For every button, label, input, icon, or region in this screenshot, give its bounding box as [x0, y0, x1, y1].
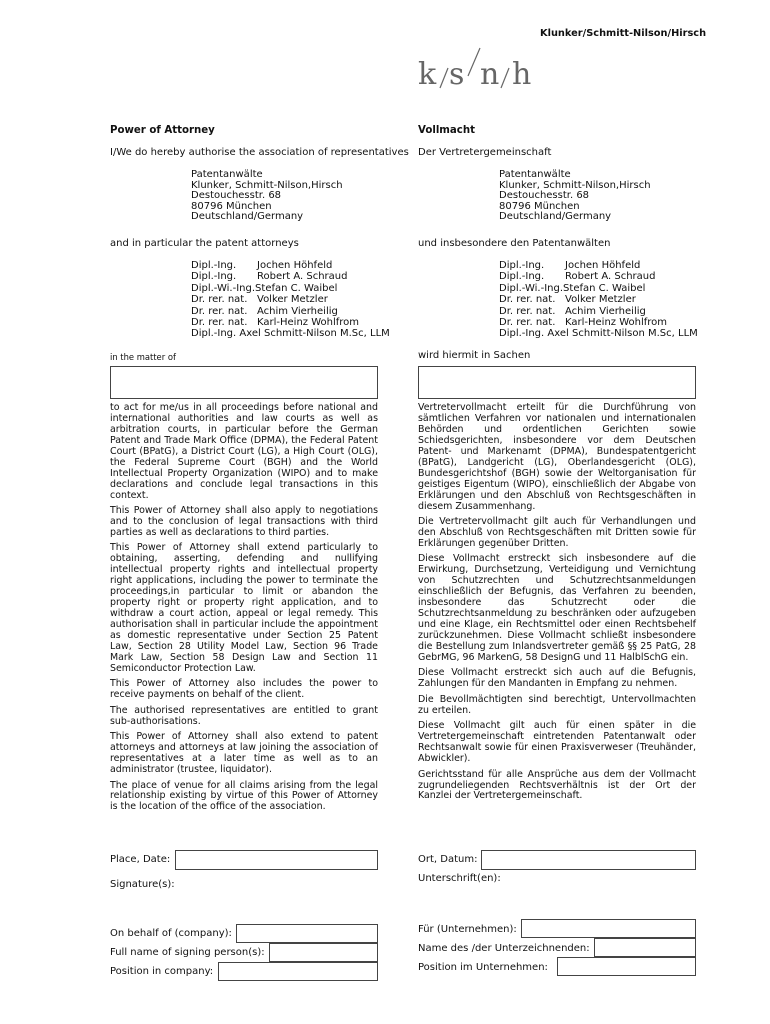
- paragraph: This Power of Attorney shall extend particularly to obtaining, asserting, defending and nullifying intellectual property rights and intellectual property right applications, including the power to terminate the proceedings,in particular to limit or abandon the property right or property right application, and to withdraw a court action, appeal or legal remedy. This authorisation shall in particular include the appointment as domestic representative under Section 25 Patent Law, Section 28 Utility Model Law, Section 96 Trade Mark Law, Section 58 Design Law and Section 11 Semiconductor Protection Law.: [110, 542, 378, 674]
- attorney-row: Dipl.-Ing. Jochen Höhfeld: [499, 260, 641, 271]
- position-input-english[interactable]: [218, 962, 378, 981]
- place-date-label-german: Ort, Datum:: [418, 854, 478, 865]
- signature-label-english: Signature(s):: [110, 879, 175, 890]
- title-english: Power of Attorney: [110, 125, 215, 136]
- attorney-list-english: [191, 260, 390, 340]
- address-line: Klunker, Schmitt-Nilson,Hirsch: [499, 179, 651, 191]
- position-label-german: Position im Unternehmen:: [418, 962, 548, 973]
- address-german: [499, 170, 651, 223]
- address-line: Deutschland/Germany: [191, 211, 304, 223]
- attorney-row: Dr. rer. nat. Volker Metzler: [191, 294, 328, 306]
- paragraph: Diese Vollmacht erstreckt sich insbesondere auf die Erwirkung, Durchsetzung, Verteidigung und Vernichtung von Schutzrechten und Schutzrechtsanmeldungen einschließlich der Befugnis, das Verfahren zu beenden, insbesondere das Schutzrecht oder die Schutzrechtsanmeldung zu beschränken oder aufzugeben und eine Klage, ein Rechtsmittel oder einen Rechtsbehelf zurückzunehmen. Diese Vollmacht schließt insbesondere die Bestellung zum Inlandsvertreter gemäß §§ 25 PatG, 28 GebrMG, 96 MarkenG, 58 DesignG und 11 HalblSchG ein.: [418, 553, 696, 663]
- logo-s: s: [449, 57, 465, 92]
- matter-input-english[interactable]: [110, 366, 378, 399]
- logo-n: n: [480, 57, 500, 92]
- full-name-label-german: Name des /der Unterzeichnenden:: [418, 943, 590, 954]
- attorney-row: Dipl.-Wi.-Ing.Stefan C. Waibel: [499, 282, 646, 294]
- attorney-row: Dipl.-Wi.-Ing.Stefan C. Waibel: [191, 282, 338, 294]
- matter-label-english: in the matter of: [110, 352, 176, 362]
- firm-logo: [418, 44, 548, 96]
- attorney-list-german: [499, 260, 698, 340]
- attorney-row: Dipl.-Ing. Robert A. Schraud: [499, 271, 656, 283]
- signature-label-german: Unterschrift(en):: [418, 873, 501, 884]
- title-german: Vollmacht: [418, 125, 475, 136]
- on-behalf-label-german: Für (Unternehmen):: [418, 924, 517, 935]
- attorney-row: Dipl.-Ing. Axel Schmitt-Nilson M.Sc, LLM: [191, 328, 390, 340]
- paragraph: This Power of Attorney also includes the power to receive payments on behalf of the client.: [110, 678, 378, 701]
- place-date-input-german[interactable]: [481, 850, 696, 870]
- paragraph: The place of venue for all claims arising from the legal relationship existing by virtue of this Power of Attorney is the location of the office of the association.: [110, 779, 378, 813]
- paragraph: Die Vertretervollmacht gilt auch für Verhandlungen und den Abschluß von Rechtsgeschäften mit Dritten sowie für Erklärungen gegenüber Dritten.: [418, 516, 696, 549]
- attorney-row: Dr. rer. nat. Volker Metzler: [499, 294, 636, 306]
- paragraph: Vertretervollmacht erteilt für die Durchführung von sämtlichen Verfahren vor nationalen und internationalen Behörden und ordentlichen Gerichten sowie Schiedsgerichten, insbesondere vor dem Deutschen Patent- und Markenamt (DPMA), Bundespatentgericht (BPatG), Landgericht (LG), Oberlandesgericht (OLG), Bundesgerichtshof (BGH) sowie der Weltorganisation für geistiges Eigentum (WIPO), einschließlich der Abgabe von Erklärungen und den Abschluß von Rechtsgeschäften in diesem Zusammenhang.: [418, 402, 696, 512]
- full-name-input-german[interactable]: [594, 938, 696, 957]
- logo-k: k: [418, 57, 437, 92]
- place-date-input-english[interactable]: [175, 850, 378, 870]
- place-date-label-english: Place, Date:: [110, 854, 171, 865]
- intro-german: Der Vertretergemeinschaft: [418, 147, 552, 158]
- address-line: 80796 München: [191, 200, 272, 212]
- paragraph: Die Bevollmächtigten sind berechtigt, Untervollmachten zu erteilen.: [418, 693, 696, 716]
- body-english: [110, 403, 378, 818]
- position-input-german[interactable]: [557, 957, 696, 976]
- firm-name: Klunker/Schmitt-Nilson/Hirsch: [540, 28, 707, 39]
- address-line: Destouchesstr. 68: [499, 190, 590, 202]
- address-line: Deutschland/Germany: [499, 211, 612, 223]
- paragraph: This Power of Attorney shall also apply to negotiations and to the conclusion of legal transactions with third parties as well as declarations to third parties.: [110, 505, 378, 538]
- particular-english: and in particular the patent attorneys: [110, 238, 299, 249]
- matter-label-german: wird hiermit in Sachen: [418, 350, 531, 361]
- address-line: 80796 München: [499, 200, 580, 212]
- intro-english: I/We do hereby authorise the association of representatives: [110, 147, 409, 158]
- attorney-row: Dipl.-Ing. Axel Schmitt-Nilson M.Sc, LLM: [499, 328, 698, 340]
- attorney-row: Dipl.-Ing. Jochen Höhfeld: [191, 260, 333, 271]
- on-behalf-input-german[interactable]: [521, 919, 696, 938]
- paragraph: Diese Vollmacht erstreckt sich auch auf die Befugnis, Zahlungen für den Mandanten in Empfang zu nehmen.: [418, 667, 696, 690]
- paragraph: Gerichtsstand für alle Ansprüche aus dem der Vollmacht zugrundeliegenden Rechtsverhältnis ist der Ort der Kanzlei der Vertretergemeinschaft.: [418, 768, 696, 802]
- paragraph: The authorised representatives are entitled to grant sub-authorisations.: [110, 704, 378, 727]
- address-line: Patentanwälte: [499, 169, 571, 180]
- attorney-row: Dr. rer. nat. Karl-Heinz Wohlfrom: [191, 317, 360, 329]
- full-name-label-english: Full name of signing person(s):: [110, 947, 265, 958]
- paragraph: Diese Vollmacht gilt auch für einen später in die Vertretergemeinschaft eintretenden Patentanwalt oder Rechtsanwalt sowie für einen Praxisverweser (Treuhänder, Abwickler).: [418, 720, 696, 765]
- address-line: Destouchesstr. 68: [191, 190, 282, 202]
- attorney-row: Dr. rer. nat. Achim Vierheilig: [191, 305, 338, 317]
- attorney-row: Dr. rer. nat. Achim Vierheilig: [499, 305, 646, 317]
- paragraph: to act for me/us in all proceedings before national and international authorities and law courts as well as arbitration courts, in particular before the German Patent and Trade Mark Office (DPMA), the Federal Patent Court (BPatG), a District Court (LG), a High Court (OLG), the Federal Supreme Court (BGH) and the World Intellectual Property Organization (WIPO) and to make declarations and conclude legal transactions in this context.: [110, 402, 378, 501]
- attorney-row: Dr. rer. nat. Karl-Heinz Wohlfrom: [499, 317, 668, 329]
- on-behalf-label-english: On behalf of (company):: [110, 928, 232, 939]
- attorney-row: Dipl.-Ing. Robert A. Schraud: [191, 271, 348, 283]
- paragraph: This Power of Attorney shall also extend to patent attorneys and attorneys at law joining the association of representatives at a later time as well as to an administrator (trustee, liquidator).: [110, 731, 378, 776]
- on-behalf-input-english[interactable]: [236, 924, 378, 943]
- address-line: Klunker, Schmitt-Nilson,Hirsch: [191, 179, 343, 191]
- full-name-input-english[interactable]: [269, 943, 378, 962]
- body-german: [418, 403, 696, 807]
- matter-input-german[interactable]: [418, 366, 696, 399]
- address-english: [191, 170, 343, 223]
- particular-german: und insbesondere den Patentanwälten: [418, 238, 611, 249]
- position-label-english: Position in company:: [110, 966, 214, 977]
- logo-h: h: [512, 57, 532, 92]
- address-line: Patentanwälte: [191, 169, 263, 180]
